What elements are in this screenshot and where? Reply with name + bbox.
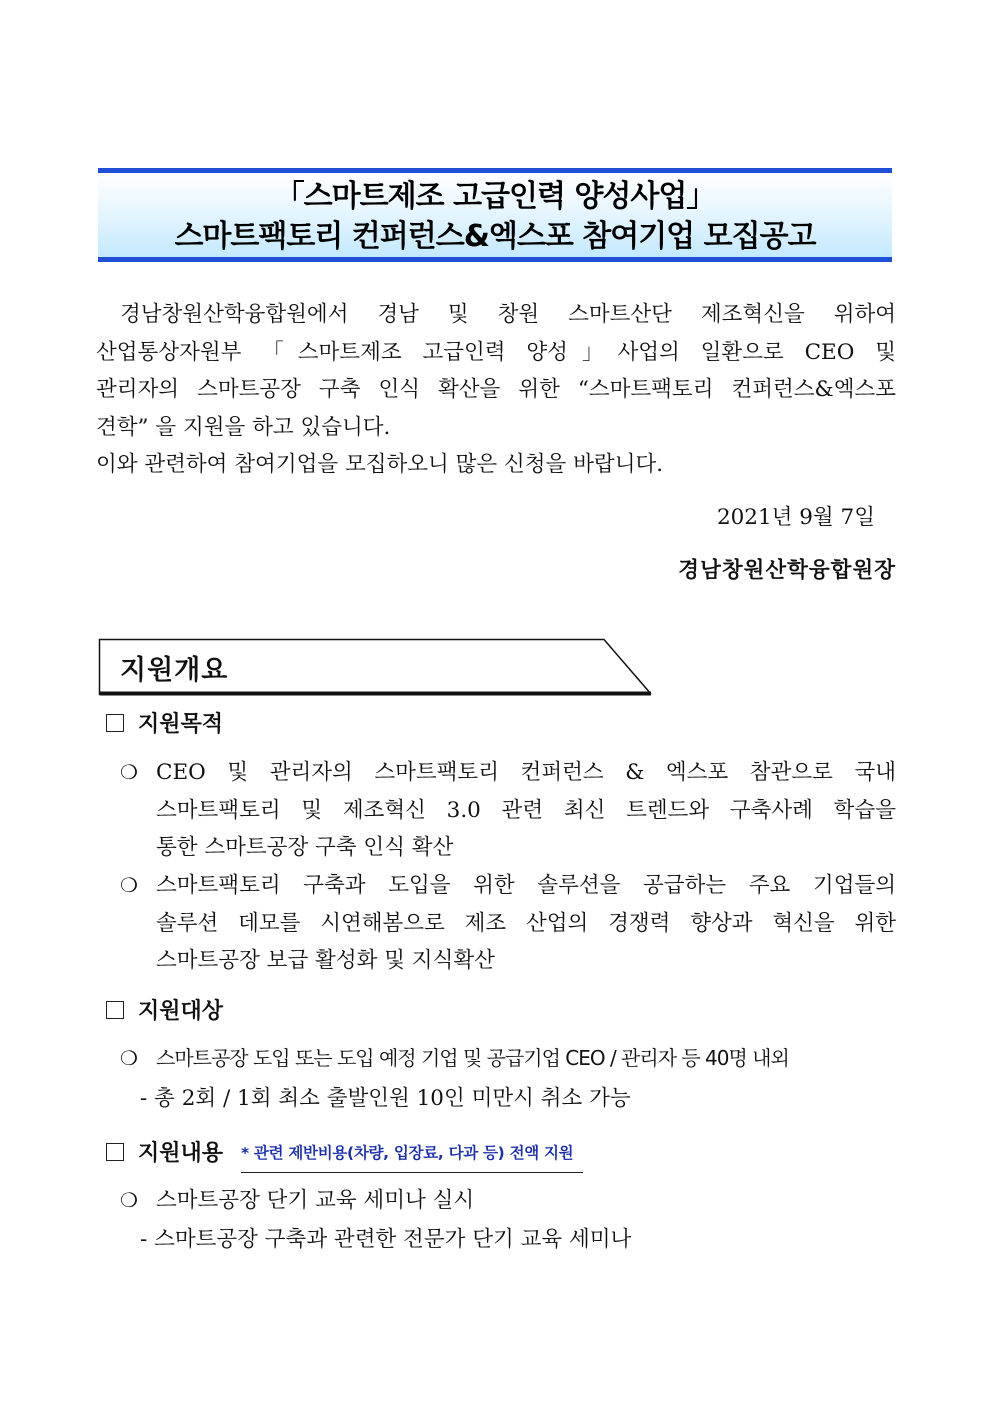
intro-paragraph xyxy=(96,296,896,484)
heading-content xyxy=(106,1137,583,1173)
purpose-bullet-2-line-2: 솔루션 데모를 시연해봄으로 제조 산업의 경쟁력 향상과 혁신을 위한 xyxy=(156,910,896,936)
purpose-bullet-1-line-3: 통한 스마트공장 구축 인식 확산 xyxy=(156,835,454,860)
heading-purpose xyxy=(106,708,223,740)
circle-bullet-icon: ❍ xyxy=(120,1188,138,1212)
announcement-date: 2021년 9월 7일 xyxy=(716,505,875,530)
content-bullet-1-text: 스마트공장 단기 교육 세미나 실시 xyxy=(156,1188,475,1213)
intro-line-2: 산업통상자원부 「스마트제조 고급인력 양성」사업의 일환으로 CEO 및 xyxy=(96,339,896,365)
content-sub-1: - 스마트공장 구축과 관련한 전문가 단기 교육 세미나 xyxy=(140,1227,632,1252)
title-line-2: 스마트팩토리 컨퍼런스&엑스포 참여기업 모집공고 xyxy=(174,219,816,254)
checkbox-square-icon xyxy=(106,1143,124,1161)
target-bullet-1-text: 스마트공장 도입 또는 도입 예정 기업 및 공급기업 CEO / 관리자 등 40명 내외 xyxy=(156,1046,789,1070)
checkbox-square-icon xyxy=(106,1001,124,1019)
circle-bullet-icon: ❍ xyxy=(120,873,138,897)
heading-content-label: 지원내용 xyxy=(138,1140,224,1166)
purpose-bullet-2-line-3: 스마트공장 보급 활성화 및 지식확산 xyxy=(156,948,495,973)
purpose-bullet-1 xyxy=(120,754,896,867)
circle-bullet-icon: ❍ xyxy=(120,1046,138,1070)
organization-signature: 경남창원산학융합원장 xyxy=(678,558,896,583)
heading-purpose-label: 지원목적 xyxy=(138,711,224,737)
target-sub-1: - 총 2회 / 1회 최소 출발인원 10인 미만시 취소 가능 xyxy=(140,1086,631,1111)
heading-target-label: 지원대상 xyxy=(138,998,224,1024)
heading-target xyxy=(106,995,223,1027)
purpose-bullet-1-line-2: 스마트팩토리 및 제조혁신 3.0 관련 최신 트렌드와 구축사례 학습을 xyxy=(156,797,896,823)
intro-line-3: 관리자의 스마트공장 구축 인식 확산을 위한 “스마트팩토리 컨퍼런스&엑스포 xyxy=(96,377,896,402)
purpose-bullet-2 xyxy=(120,867,896,980)
content-bullet-1 xyxy=(120,1182,896,1220)
content-note: * 관련 제반비용(차량, 입장료, 다과 등) 전액 지원 xyxy=(241,1137,583,1173)
title-banner xyxy=(98,168,892,262)
intro-line-1: 경남창원산학융합원에서 경남 및 창원 스마트산단 제조혁신을 위하여 xyxy=(120,302,896,327)
circle-bullet-icon: ❍ xyxy=(120,760,138,784)
title-line-1: 「스마트제조 고급인력 양성사업」 xyxy=(274,179,716,214)
intro-line-4: 견학” 을 지원을 하고 있습니다. xyxy=(96,414,391,440)
purpose-bullet-1-line-1: CEO 및 관리자의 스마트팩토리 컨퍼런스 & 엑스포 참관으로 국내 xyxy=(156,760,896,785)
purpose-bullet-2-line-1: 스마트팩토리 구축과 도입을 위한 솔루션을 공급하는 주요 기업들의 xyxy=(156,873,896,898)
intro-line-5: 이와 관련하여 참여기업을 모집하오니 많은 신청을 바랍니다. xyxy=(96,452,664,477)
target-bullet-1 xyxy=(120,1040,896,1078)
section-title: 지원개요 xyxy=(120,655,229,686)
checkbox-square-icon xyxy=(106,714,124,732)
section-header-overview xyxy=(98,638,654,696)
